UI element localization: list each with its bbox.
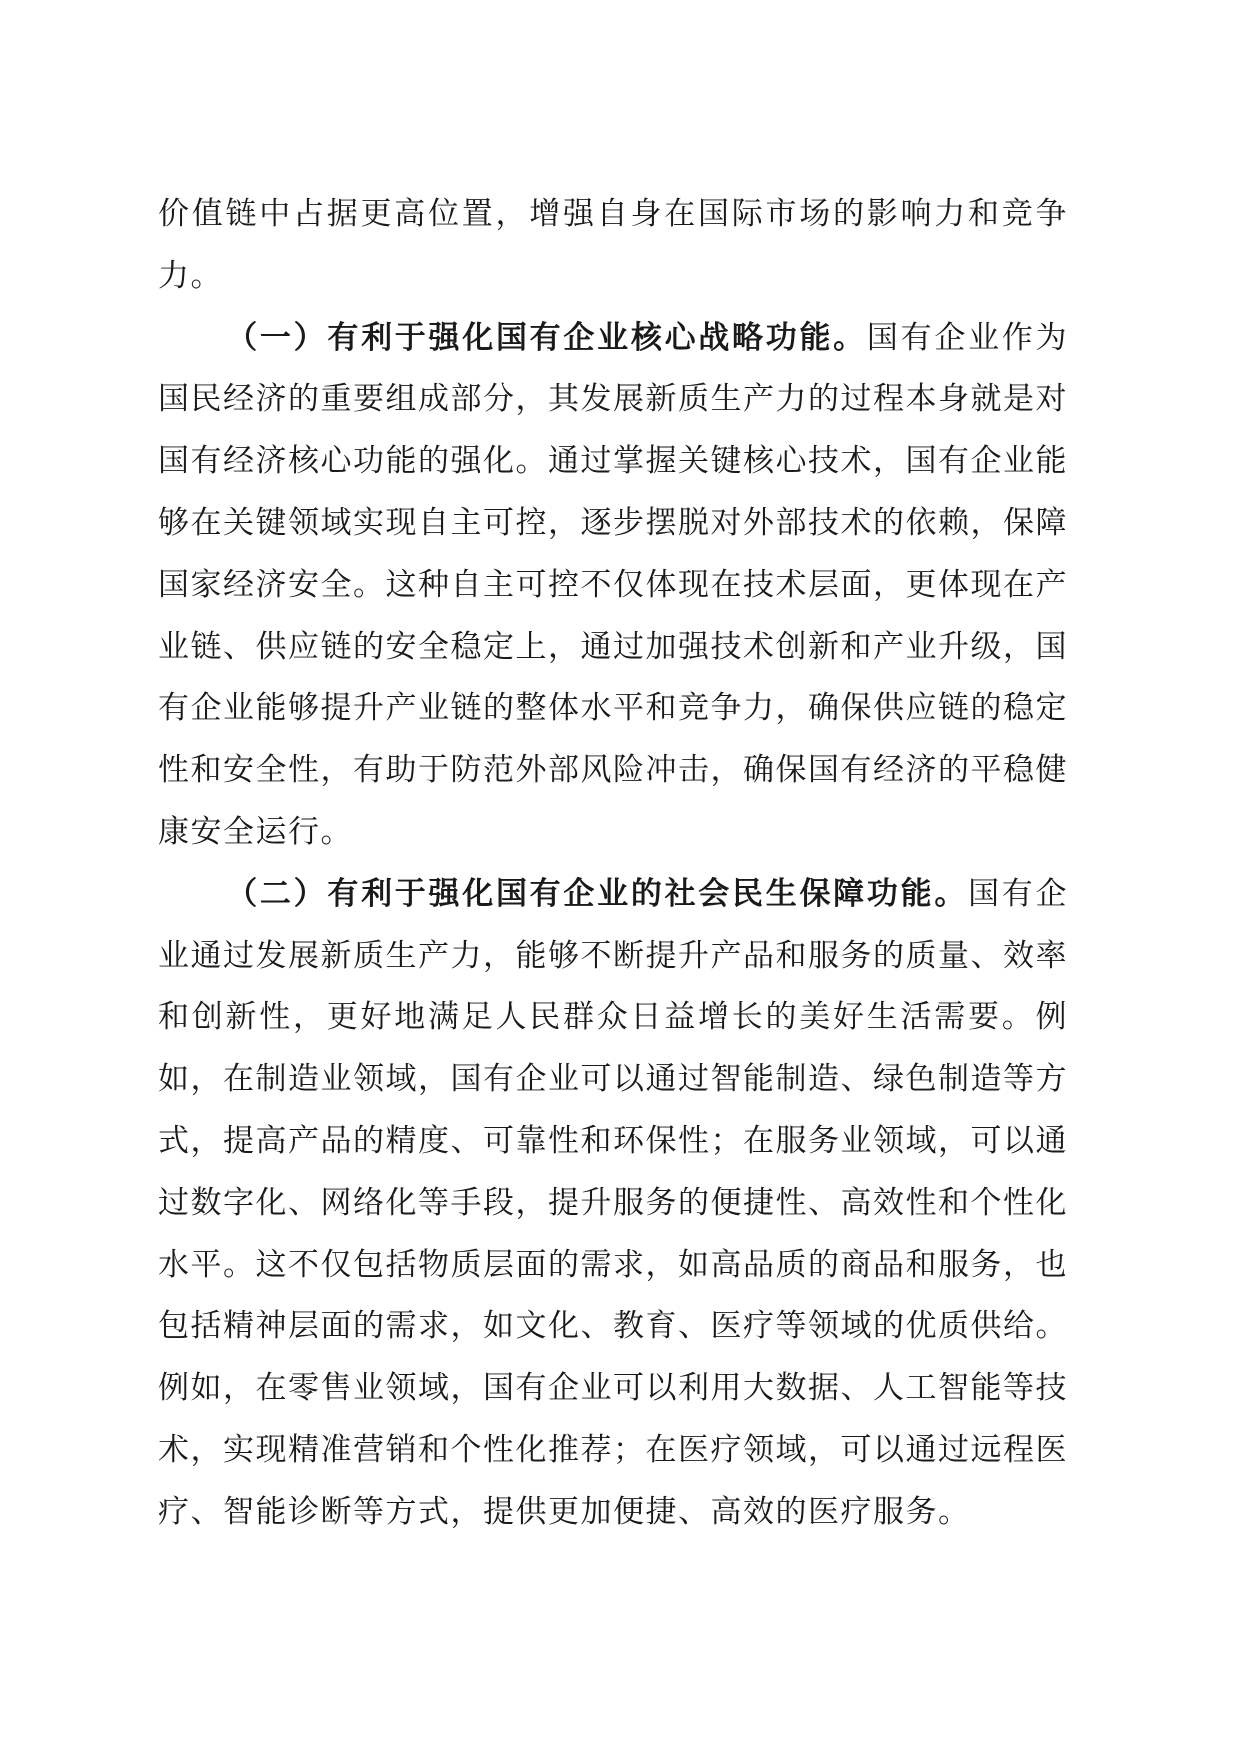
- paragraph-body: 国有企业作为国民经济的重要组成部分，其发展新质生产力的过程本身就是对国有经济核心功能的强化。通过掌握关键核心技术，国有企业能够在关键领域实现自主可控，逐步摆脱对外部技术的依赖，保障国家经济安全。这种自主可控不仅体现在技术层面，更体现在产业链、供应链的安全稳定上，通过加强技术创新和产业升级，国有企业能够提升产业链的整体水平和竞争力，确保供应链的稳定性和安全性，有助于防范外部风险冲击，确保国有经济的平稳健康安全运行。: [158, 319, 1069, 850]
- paragraph-section-one: [158, 308, 1068, 864]
- paragraph-section-two: [158, 864, 1068, 1544]
- paragraph-body: 价值链中占据更高位置，增强自身在国际市场的影响力和竞争力。: [158, 196, 1068, 294]
- paragraph-body: 国有企业通过发展新质生产力，能够不断提升产品和服务的质量、效率和创新性，更好地满足人民群众日益增长的美好生活需要。例如，在制造业领域，国有企业可以通过智能制造、绿色制造等方式，提高产品的精度、可靠性和环保性；在服务业领域，可以通过数字化、网络化等手段，提升服务的便捷性、高效性和个性化水平。这不仅包括物质层面的需求，如高品质的商品和服务，也包括精神层面的需求，如文化、教育、医疗等领域的优质供给。例如，在零售业领域，国有企业可以利用大数据、人工智能等技术，实现精准营销和个性化推荐；在医疗领域，可以通过远程医疗、智能诊断等方式，提供更加便捷、高效的医疗服务。: [158, 875, 1069, 1530]
- section-heading: （二）有利于强化国有企业的社会民生保障功能。: [226, 875, 969, 912]
- section-heading: （一）有利于强化国有企业核心战略功能。: [226, 319, 867, 356]
- paragraph-continuation: [158, 184, 1068, 308]
- document-body: [158, 184, 1068, 1544]
